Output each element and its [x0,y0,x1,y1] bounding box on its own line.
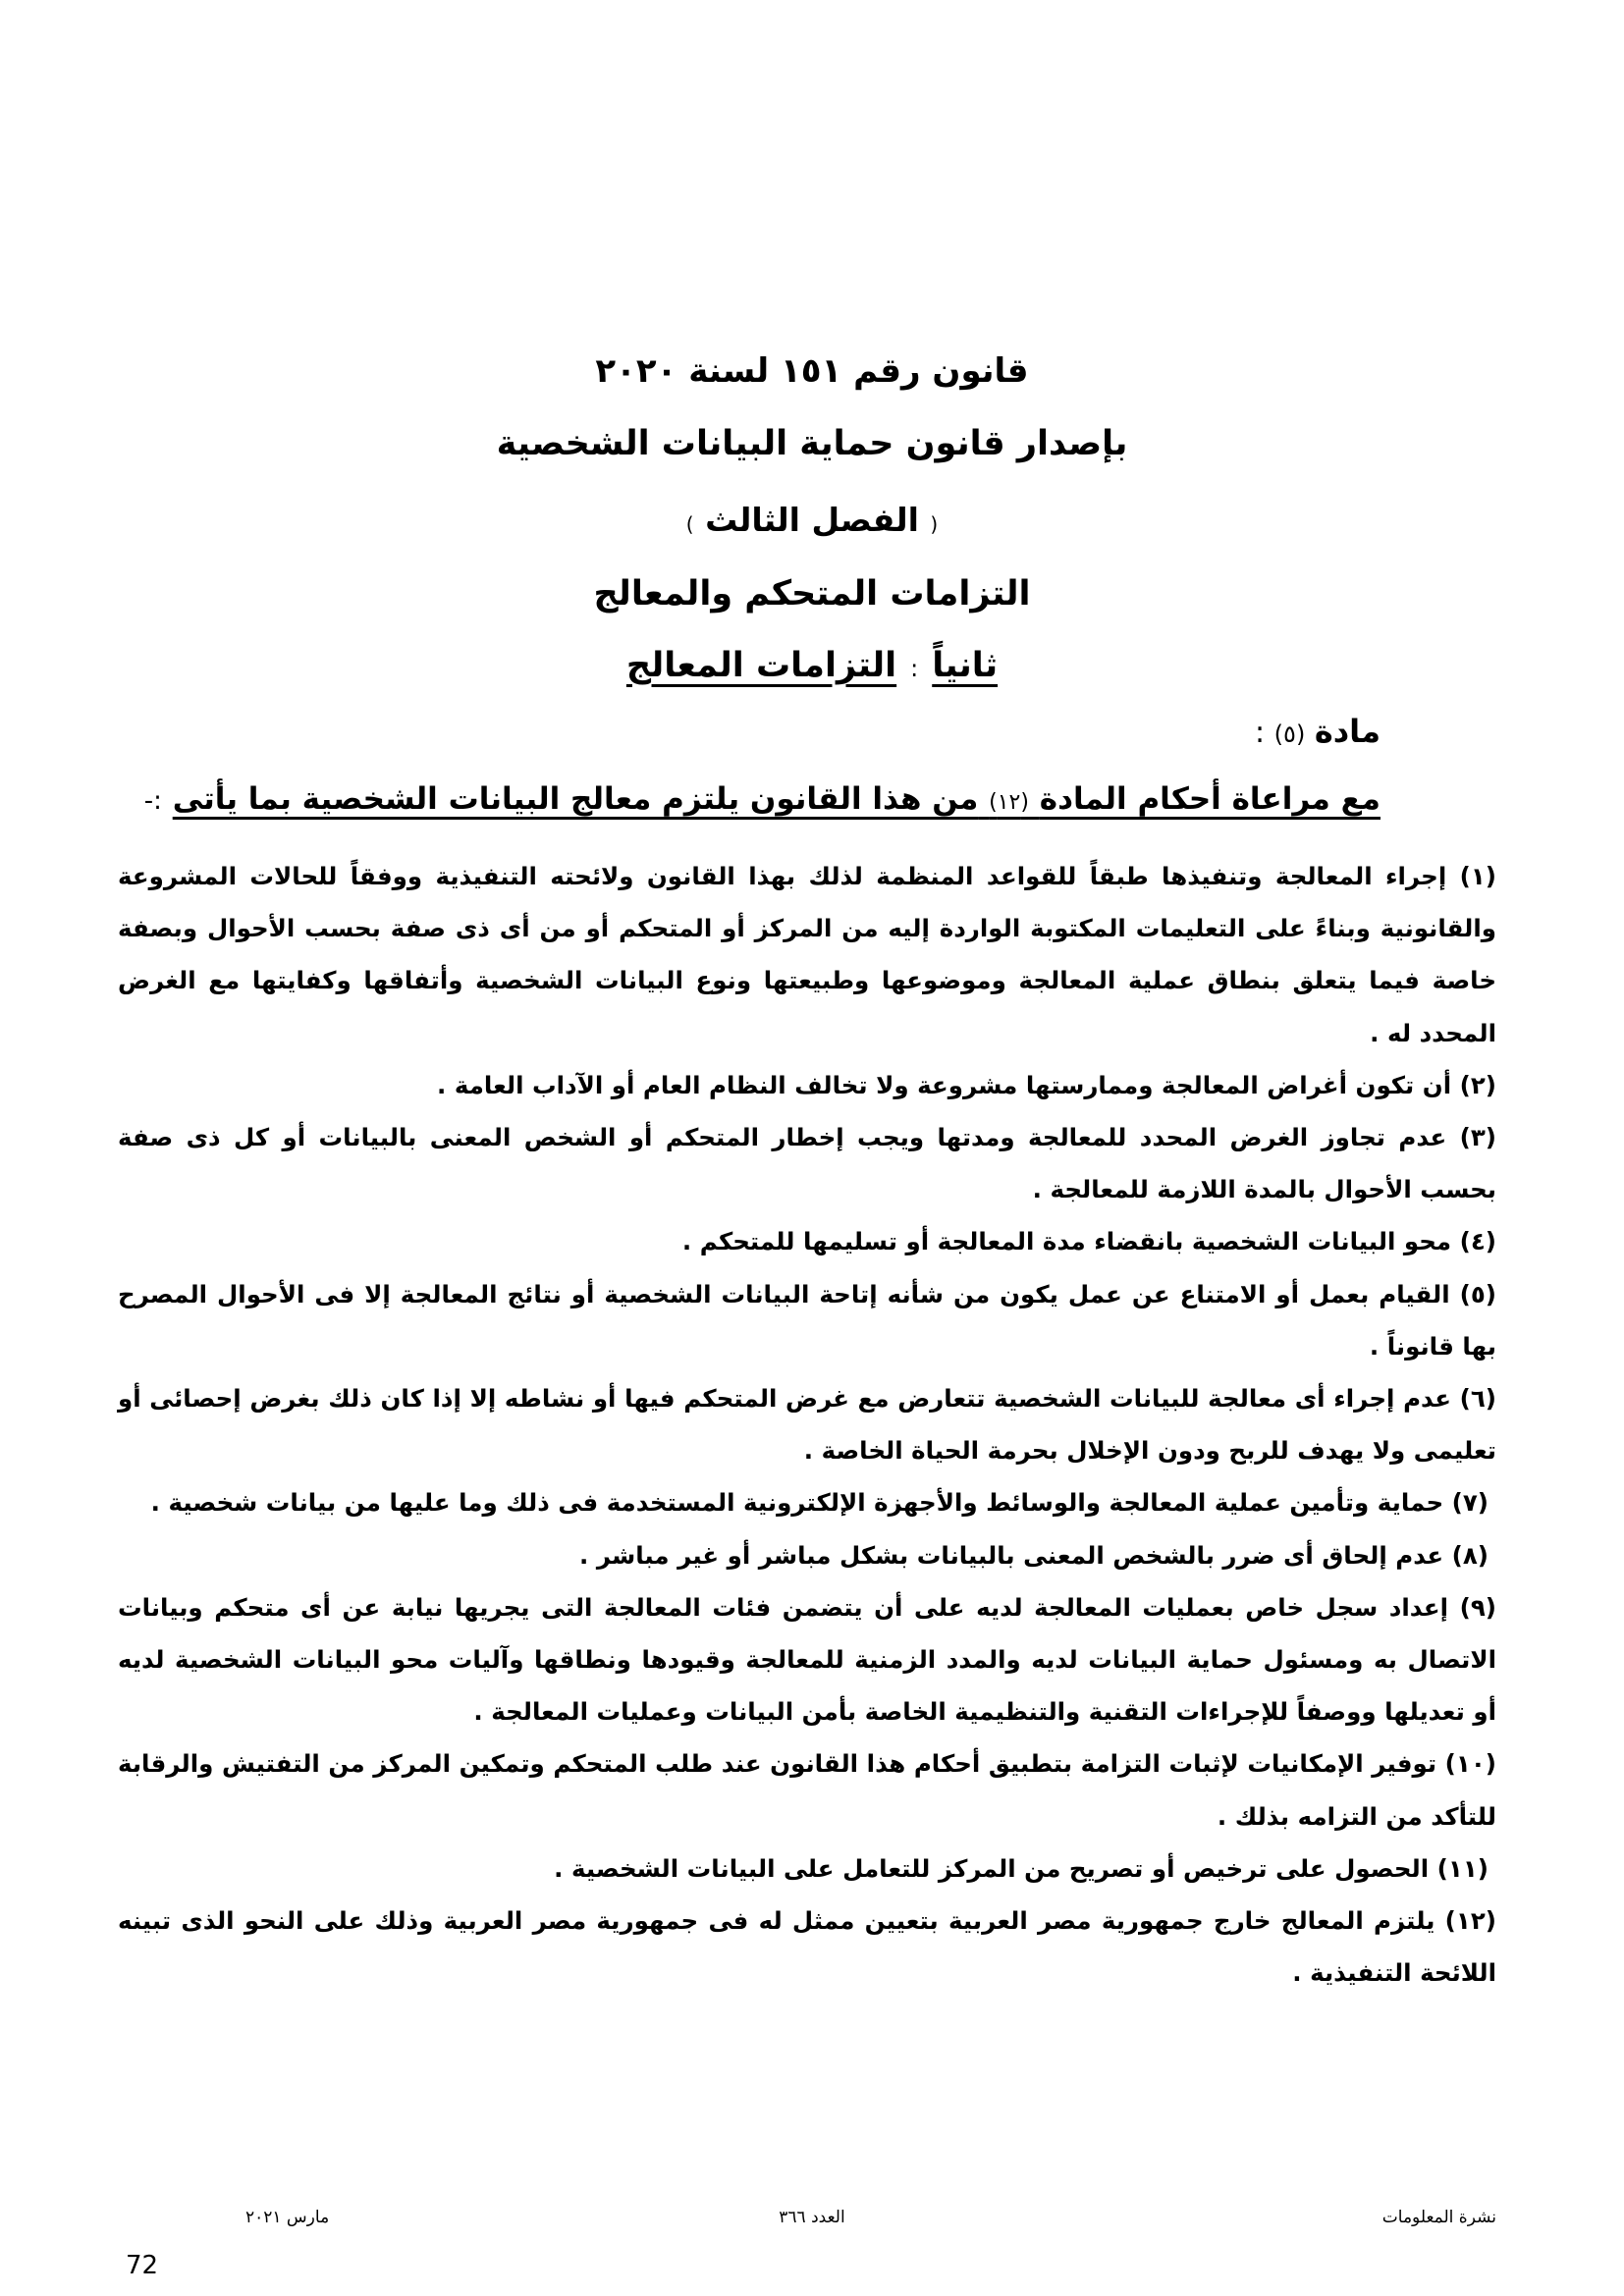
article-colon: : [1255,716,1266,750]
article-item-10: (١٠) توفير الإمكانيات لإثبات التزامة بتطبيق أحكام هذا القانون عند طلب المتحكم وتمكين المركز من التفتيش والرقابة للتأكد من التزامه بذلك . [118,1749,1496,1831]
footer-date: مارس ٢٠٢١ [245,2208,330,2227]
obligations-heading: التزامات المتحكم والمعالج [593,574,1031,614]
article-item-2: (٢) أن تكون أغراض المعالجة وممارستها مشروعة ولا تخالف النظام العام أو الآداب العامة . [437,1070,1496,1099]
article-item-8: (٨) عدم إلحاق أى ضرر بالشخص المعنى بالبيانات بشكل مباشر أو غير مباشر . [579,1540,1489,1570]
article-intro [144,781,1380,817]
article-item-7: (٧) حماية وتأمين عملية المعالجة والوسائط والأجهزة الإلكترونية المستخدمة فى ذلك وما عليها من بيانات شخصية . [150,1488,1489,1518]
article-item-1: (١) إجراء المعالجة وتنفيذها طبقاً للقواعد المنظمة لذلك بهذا القانون ولائحته التنفيذية ووفقاً للحالات المشروعة والقانونية وبناءً على التعليمات المكتوبة الواردة إليه من المركز أو المتحكم أو من أى ذى صفة بحسب الأحوال وبصفة خاصة فيما يتعلق بنطاق عملية المعالجة وموضوعها وطبيعتها ونوع البيانات الشخصية وأتفاقها وكفايتها مع الغرض المحدد له . [118,862,1496,1047]
article-item-9: (٩) إعداد سجل خاص بعمليات المعالجة لديه على أن يتضمن فئات المعالجة التى يجريها نيابة عن أى متحكم وبيانات الاتصال به ومسئول حماية البيانات لديه والمدد الزمنية للمعالجة وقيودها ونطاقها وآليات محو البيانات الشخصية لديه أو تعديلها ووصفاً للإجراءات التقنية والتنظيمية الخاصة بأمن البيانات وعمليات المعالجة . [118,1592,1496,1727]
article-number: (٥) [1273,721,1306,748]
article-item-6: (٦) عدم إجراء أى معالجة للبيانات الشخصية تتعارض مع غرض المتحكم فيها أو نشاطه إلا إذا كان ذلك بغرض إحصائى أو تعليمى ولا يهدف للربح ودون الإخلال بحرمة الحياة الخاصة . [118,1384,1496,1466]
page-number: 72 [126,2251,159,2280]
chapter-title: الفصل الثالث [705,501,919,539]
second-section-heading [0,646,1624,685]
article-item-4: (٤) محو البيانات الشخصية بانقضاء مدة المعالجة أو تسليمها للمتحكم . [681,1227,1496,1256]
intro-number: (١٢) [989,790,1029,815]
article-items [118,850,1496,1999]
footer-issue: العدد ٣٦٦ [779,2208,845,2227]
chapter-close-paren: ) [685,512,694,536]
law-number-heading: قانون رقم ١٥١ لسنة ٢٠٢٠ [595,351,1029,391]
article-item-3: (٣) عدم تجاوز الغرض المحدد للمعالجة ومدتها ويجب إخطار المتحكم أو الشخص المعنى بالبيانات أو كل ذى صفة بحسب الأحوال بالمدة اللازمة للمعالجة . [118,1123,1496,1204]
intro-part1: مع مراعاة أحكام المادة [1039,781,1380,817]
second-title: التزامات المعالج [625,646,897,685]
law-issuing-heading: بإصدار قانون حماية البيانات الشخصية [496,424,1128,463]
article-word: مادة [1314,713,1380,750]
chapter-open-paren: ( [930,512,939,536]
footer-publication: نشرة المعلومات [1381,2208,1496,2227]
intro-underlined [173,781,1380,817]
second-label: ثانياً [932,646,999,685]
intro-part2: من هذا القانون يلتزم معالج البيانات الشخصية بما يأتى [172,781,979,817]
article-item-11: (١١) الحصول على ترخيص أو تصريح من المركز للتعامل على البيانات الشخصية . [554,1853,1489,1883]
chapter-heading [0,501,1624,539]
article-item-5: (٥) القيام بعمل أو الامتناع عن عمل يكون من شأنه إتاحة البيانات الشخصية أو نتائج المعالجة إلا فى الأحوال المصرح بها قانوناً . [118,1279,1496,1361]
second-colon: : [910,655,919,682]
article-item-12: (١٢) يلتزم المعالج خارج جمهورية مصر العربية بتعيين ممثل له فى جمهورية مصر العربية وذلك على النحو الذى تبينه اللائحة التنفيذية . [118,1906,1496,1988]
intro-tail: :- [143,786,162,816]
article-label [1255,713,1380,750]
